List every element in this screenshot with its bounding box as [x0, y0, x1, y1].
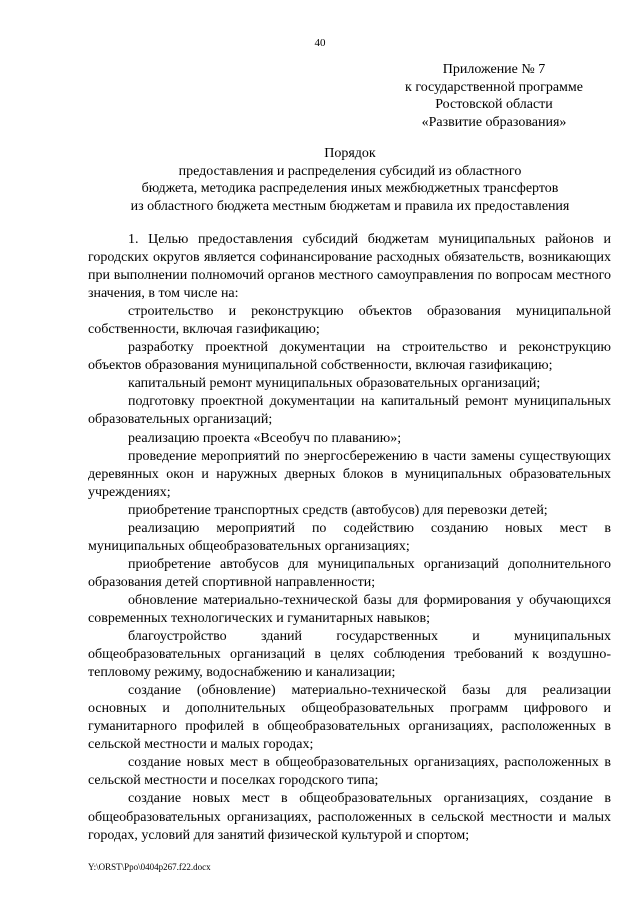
- footer-file-path: Y:\ORST\Ppo\0404p267.f22.docx: [88, 862, 211, 872]
- list-item: проведение мероприятий по энергосбережению в части замены существующих деревянных окон и наружных дверных блоков в муниципальных образовательных учреждениях;: [88, 448, 611, 500]
- list-item: капитальный ремонт муниципальных образовательных организаций;: [128, 376, 541, 392]
- title-heading: Порядок: [324, 146, 376, 161]
- paragraph-purpose: 1. Целью предоставления субсидий бюджетам муниципальных районов и городских округов является софинансирование расходных обязательств, возникающих при выполнении полномочий органов местного самоуправления по вопросам местного значения, в том числе на:: [88, 232, 611, 302]
- appendix-line: Ростовской области: [435, 97, 553, 112]
- list-item: разработку проектной документации на строительство и реконструкцию объектов образования муниципальной собственности, включая газификацию;: [88, 340, 611, 374]
- appendix-line: Приложение № 7: [442, 62, 546, 77]
- title-line: предоставления и распределения субсидий из областного: [178, 163, 522, 179]
- list-item: создание (обновление) материально-технической базы для реализации основных и дополнительных общеобразовательных программ цифрового и гуманитарного профилей в общеобразовательных организациях, расположенных в сельской местности и малых городах;: [88, 683, 611, 753]
- list-item: реализацию проекта «Всеобуч по плаванию»;: [128, 430, 402, 446]
- title-line: бюджета, методика распределения иных межбюджетных трансфертов: [141, 181, 559, 196]
- list-item: реализацию мероприятий по содействию созданию новых мест в муниципальных общеобразовательных организациях;: [88, 520, 611, 554]
- appendix-line: «Развитие образования»: [421, 114, 567, 130]
- list-item: создание новых мест в общеобразовательных организациях, создание в общеобразовательных организациях, расположенных в сельской местности и малых городах, условий для занятий физической культурой и спортом;: [88, 791, 611, 843]
- page-number: 40: [314, 37, 326, 49]
- appendix-line: к государственной программе: [405, 79, 583, 95]
- list-item: строительство и реконструкцию объектов образования муниципальной собственности, включая газификацию;: [88, 304, 611, 338]
- list-item: приобретение транспортных средств (автобусов) для перевозки детей;: [128, 502, 548, 518]
- list-item: приобретение автобусов для муниципальных организаций дополнительного образования детей спортивной направленности;: [88, 556, 611, 590]
- list-item: подготовку проектной документации на капитальный ремонт муниципальных образовательных организаций;: [88, 394, 611, 428]
- document-body: [88, 231, 611, 845]
- title-line: из областного бюджета местным бюджетам и правила их предоставления: [130, 198, 570, 214]
- list-item: обновление материально-технической базы для формирования у обучающихся современных технологических и гуманитарных навыков;: [88, 592, 611, 626]
- document-title: [88, 145, 612, 215]
- list-item: благоустройство зданий государственных и муниципальных общеобразовательных организаций в целях соблюдения требований к воздушно-тепловому режиму, водоснабжению и канализации;: [88, 629, 611, 681]
- appendix-block: [384, 61, 604, 131]
- list-item: создание новых мест в общеобразовательных организациях, расположенных в сельской местности и поселках городского типа;: [88, 755, 611, 789]
